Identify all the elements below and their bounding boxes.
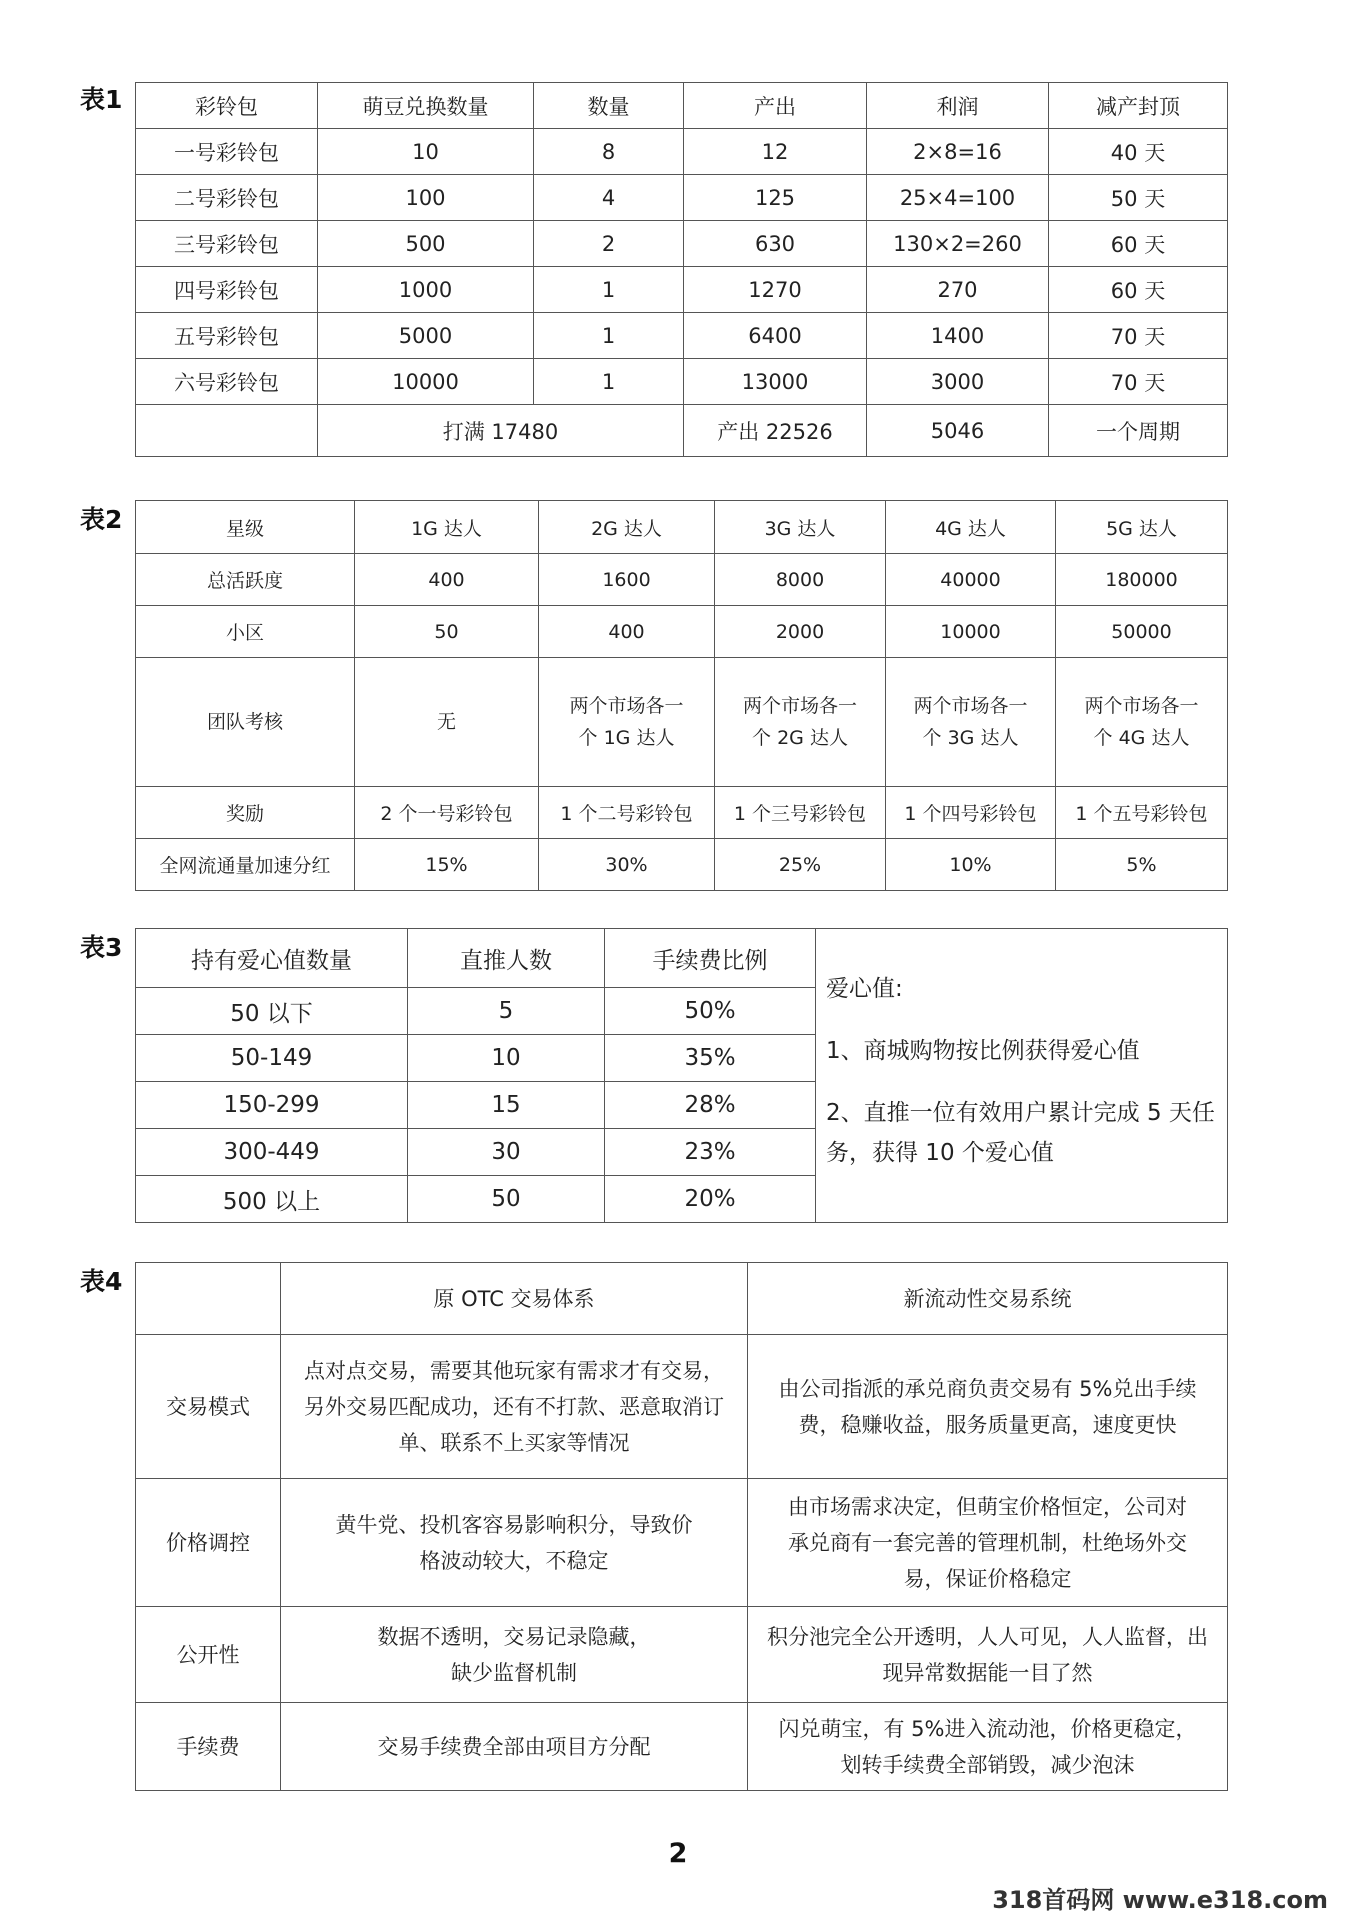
table-cell: 无 [355, 658, 539, 787]
table1-total-profit: 5046 [867, 405, 1049, 457]
table-cell: 50 以下 [136, 988, 408, 1035]
table-cell: 2×8=16 [867, 129, 1049, 175]
table-row [136, 787, 1228, 839]
table-cell: 180000 [1056, 554, 1228, 606]
table-cell-empty [136, 405, 318, 457]
table-cell: 500 以上 [136, 1176, 408, 1223]
table-row [136, 1607, 1228, 1703]
table-cell: 70 天 [1049, 313, 1228, 359]
table-cell: 270 [867, 267, 1049, 313]
table-cell: 40 天 [1049, 129, 1228, 175]
table-cell: 1270 [684, 267, 867, 313]
table-cell: 闪兑萌宝，有 5%进入流动池，价格更稳定，划转手续费全部销毁，减少泡沫 [748, 1703, 1228, 1791]
table-cell: 黄牛党、投机客容易影响积分，导致价格波动较大，不稳定 [281, 1479, 748, 1607]
table-cell: 10000 [886, 606, 1056, 658]
table-cell: 150-299 [136, 1082, 408, 1129]
love-value-note-item: 1、商城购物按比例获得爱心值 [826, 1038, 1140, 1064]
table-cell: 60 天 [1049, 221, 1228, 267]
table-cell: 两个市场各一个 1G 达人 [539, 658, 715, 787]
love-value-note-title: 爱心值: [826, 976, 903, 1002]
table-cell: 小区 [136, 606, 355, 658]
table-cell: 20% [605, 1176, 816, 1223]
table-cell: 1 [534, 313, 684, 359]
table1-header-cell: 数量 [534, 83, 684, 129]
table-cell: 50% [605, 988, 816, 1035]
table-cell: 30% [539, 839, 715, 891]
table-row [136, 359, 1228, 405]
table-cell: 10000 [318, 359, 534, 405]
table2-label: 表2 [80, 505, 123, 534]
table-row [136, 606, 1228, 658]
table-cell: 全网流通量加速分红 [136, 839, 355, 891]
table2-header-cell: 星级 [136, 501, 355, 554]
table-cell: 总活跃度 [136, 554, 355, 606]
table-cell: 由公司指派的承兑商负责交易有 5%兑出手续费，稳赚收益，服务质量更高，速度更快 [748, 1335, 1228, 1479]
table1-header-row [136, 83, 1228, 129]
table-cell: 点对点交易，需要其他玩家有需求才有交易，另外交易匹配成功，还有不打款、恶意取消订单、联系不上买家等情况 [281, 1335, 748, 1479]
table3-header-cell: 直推人数 [408, 929, 605, 988]
table-cell: 五号彩铃包 [136, 313, 318, 359]
table-cell: 25×4=100 [867, 175, 1049, 221]
table3-header-cell: 持有爱心值数量 [136, 929, 408, 988]
table-cell: 50 [408, 1176, 605, 1223]
table-cell: 1 个二号彩铃包 [539, 787, 715, 839]
table-cell: 六号彩铃包 [136, 359, 318, 405]
table1-header-cell: 产出 [684, 83, 867, 129]
table-cell: 1 [534, 267, 684, 313]
table4-header-cell-empty [136, 1263, 281, 1335]
table4 [135, 1262, 1228, 1791]
table-cell: 一号彩铃包 [136, 129, 318, 175]
table-cell: 40000 [886, 554, 1056, 606]
table1-total-full: 打满 17480 [318, 405, 684, 457]
table-row [136, 1335, 1228, 1479]
table1-header-cell: 利润 [867, 83, 1049, 129]
table-cell: 400 [539, 606, 715, 658]
table-cell: 130×2=260 [867, 221, 1049, 267]
table-cell: 交易模式 [136, 1335, 281, 1479]
table-cell: 2 [534, 221, 684, 267]
table-row [136, 1479, 1228, 1607]
table-cell: 两个市场各一个 2G 达人 [715, 658, 886, 787]
table-cell: 四号彩铃包 [136, 267, 318, 313]
table-cell: 8000 [715, 554, 886, 606]
love-value-note-item: 2、直推一位有效用户累计完成 5 天任务，获得 10 个爱心值 [826, 1100, 1215, 1166]
table3 [135, 928, 1228, 1223]
table1-label: 表1 [80, 85, 123, 114]
table-cell: 50-149 [136, 1035, 408, 1082]
table-row [136, 313, 1228, 359]
table1-header-cell: 彩铃包 [136, 83, 318, 129]
table1-total-output: 产出 22526 [684, 405, 867, 457]
table-cell: 50 [355, 606, 539, 658]
table-cell: 积分池完全公开透明，人人可见，人人监督，出现异常数据能一目了然 [748, 1607, 1228, 1703]
table-cell: 两个市场各一个 4G 达人 [1056, 658, 1228, 787]
table-cell: 8 [534, 129, 684, 175]
table-cell: 50 天 [1049, 175, 1228, 221]
table-row [136, 658, 1228, 787]
table-cell: 1 个五号彩铃包 [1056, 787, 1228, 839]
love-value-note [816, 929, 1228, 1223]
table2-header-cell: 3G 达人 [715, 501, 886, 554]
table3-header-cell: 手续费比例 [605, 929, 816, 988]
table-cell: 1 [534, 359, 684, 405]
table-cell: 23% [605, 1129, 816, 1176]
table-row [136, 221, 1228, 267]
table-cell: 25% [715, 839, 886, 891]
table1-header-cell: 减产封顶 [1049, 83, 1228, 129]
table-cell: 三号彩铃包 [136, 221, 318, 267]
table-row [136, 267, 1228, 313]
table-cell: 300-449 [136, 1129, 408, 1176]
table-cell: 50000 [1056, 606, 1228, 658]
table-cell: 15 [408, 1082, 605, 1129]
table-cell: 630 [684, 221, 867, 267]
table-cell: 13000 [684, 359, 867, 405]
table2 [135, 500, 1228, 891]
table-cell: 5000 [318, 313, 534, 359]
table-cell: 公开性 [136, 1607, 281, 1703]
table-cell: 500 [318, 221, 534, 267]
table-cell: 价格调控 [136, 1479, 281, 1607]
table-cell: 1 个四号彩铃包 [886, 787, 1056, 839]
table-cell: 10 [408, 1035, 605, 1082]
table3-header-row [136, 929, 1228, 988]
table-cell: 10 [318, 129, 534, 175]
table2-header-cell: 5G 达人 [1056, 501, 1228, 554]
table-cell: 3000 [867, 359, 1049, 405]
table-cell: 1000 [318, 267, 534, 313]
table2-header-cell: 2G 达人 [539, 501, 715, 554]
table2-header-row [136, 501, 1228, 554]
table-row [136, 554, 1228, 606]
table1-header-cell: 萌豆兑换数量 [318, 83, 534, 129]
table3-label: 表3 [80, 933, 123, 962]
table2-header-cell: 4G 达人 [886, 501, 1056, 554]
table-cell: 1600 [539, 554, 715, 606]
table-cell: 手续费 [136, 1703, 281, 1791]
table-cell: 交易手续费全部由项目方分配 [281, 1703, 748, 1791]
table4-header-row [136, 1263, 1228, 1335]
table-row [136, 839, 1228, 891]
table-cell: 由市场需求决定，但萌宝价格恒定，公司对承兑商有一套完善的管理机制，杜绝场外交易，保证价格稳定 [748, 1479, 1228, 1607]
table4-header-cell: 新流动性交易系统 [748, 1263, 1228, 1335]
table-row [136, 129, 1228, 175]
table-row [136, 1703, 1228, 1791]
table1-total-cycle: 一个周期 [1049, 405, 1228, 457]
table4-header-cell: 原 OTC 交易体系 [281, 1263, 748, 1335]
table-cell: 10% [886, 839, 1056, 891]
table-cell: 1400 [867, 313, 1049, 359]
table-cell: 2 个一号彩铃包 [355, 787, 539, 839]
table-cell: 125 [684, 175, 867, 221]
table4-label: 表4 [80, 1267, 123, 1296]
table-row [136, 175, 1228, 221]
table-cell: 5 [408, 988, 605, 1035]
table-cell: 28% [605, 1082, 816, 1129]
watermark: 318首码网 www.e318.com [992, 1886, 1328, 1914]
page-number: 2 [668, 1838, 688, 1869]
table-cell: 30 [408, 1129, 605, 1176]
table-cell: 2000 [715, 606, 886, 658]
table-cell: 数据不透明，交易记录隐藏，缺少监督机制 [281, 1607, 748, 1703]
table1 [135, 82, 1228, 457]
table-cell: 35% [605, 1035, 816, 1082]
table-cell: 1 个三号彩铃包 [715, 787, 886, 839]
table1-total-row [136, 405, 1228, 457]
table-cell: 12 [684, 129, 867, 175]
table-cell: 5% [1056, 839, 1228, 891]
table-cell: 4 [534, 175, 684, 221]
table-cell: 15% [355, 839, 539, 891]
table-cell: 60 天 [1049, 267, 1228, 313]
table-cell: 二号彩铃包 [136, 175, 318, 221]
table-cell: 400 [355, 554, 539, 606]
table-cell: 团队考核 [136, 658, 355, 787]
table-cell: 两个市场各一个 3G 达人 [886, 658, 1056, 787]
table-cell: 100 [318, 175, 534, 221]
table2-header-cell: 1G 达人 [355, 501, 539, 554]
table-cell: 奖励 [136, 787, 355, 839]
table-cell: 70 天 [1049, 359, 1228, 405]
table-cell: 6400 [684, 313, 867, 359]
